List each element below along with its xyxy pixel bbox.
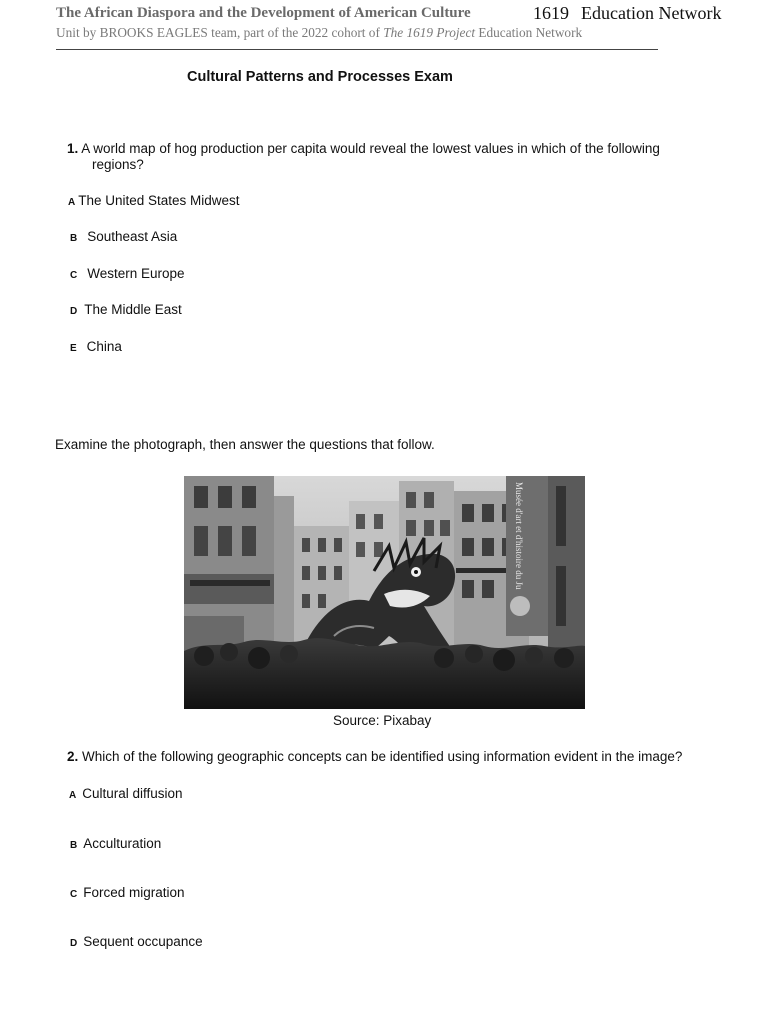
q2-option-b-text: Acculturation [83,836,162,851]
q2-option-c[interactable] [70,885,185,900]
q1-option-c-text: Western Europe [87,266,185,281]
q2-option-a[interactable] [69,786,183,801]
q2-option-c-letter: C [70,889,78,900]
unit-title: The African Diaspora and the Development of American Culture [56,5,471,21]
subtitle-suffix: Education Network [475,25,583,40]
brand-number: 1619 [533,3,569,23]
photo-instructions: Examine the photograph, then answer the questions that follow. [55,437,435,452]
dragon-parade-photo [184,476,585,709]
q1-option-b-letter: B [70,233,78,244]
q1-option-a[interactable] [68,193,240,208]
exam-title: Cultural Patterns and Processes Exam [187,69,453,85]
question-1-line-1 [67,141,660,156]
q1-option-e[interactable] [70,339,122,354]
q1-option-d[interactable] [70,302,182,317]
question-1-text: A world map of hog production per capita would reveal the lowest values in which of the following [81,141,660,156]
q1-option-d-text: The Middle East [84,302,182,317]
brand-text: Education Network [581,3,722,23]
q2-option-d-text: Sequent occupance [83,934,203,949]
museum-sign-text: Musée d'art et d'histoire du Ju [514,482,524,590]
q2-option-b[interactable] [70,836,161,851]
q2-option-b-letter: B [70,840,78,851]
subtitle-prefix: Unit by BROOKS EAGLES team, part of the 2022 cohort of [56,25,384,40]
question-1-number: 1. [67,141,79,156]
q1-option-b[interactable] [70,229,177,244]
question-2 [67,749,682,764]
question-1-line-2: regions? [92,157,144,172]
q1-option-c-letter: C [70,270,78,281]
q1-option-b-text: Southeast Asia [87,229,178,244]
header-divider [56,49,658,50]
q1-option-e-text: China [86,339,122,354]
brand-logo-text [533,3,721,24]
q1-option-d-letter: D [70,306,78,317]
question-2-number: 2. [67,749,79,764]
q1-option-a-text: The United States Midwest [78,193,240,208]
q1-option-e-letter: E [70,343,77,354]
q2-option-a-letter: A [69,790,77,801]
q2-option-a-text: Cultural diffusion [82,786,183,801]
q2-option-c-text: Forced migration [83,885,185,900]
museum-sign [512,482,526,592]
question-2-text: Which of the following geographic concepts can be identified using information evident in the image? [82,749,683,764]
subtitle-italic: The 1619 Project [383,25,476,40]
unit-subtitle [56,25,582,41]
q1-option-c[interactable] [70,266,185,281]
q1-option-a-letter: A [68,197,76,208]
photo-caption: Source: Pixabay [333,713,432,728]
q2-option-d[interactable] [70,934,203,949]
q2-option-d-letter: D [70,938,78,949]
